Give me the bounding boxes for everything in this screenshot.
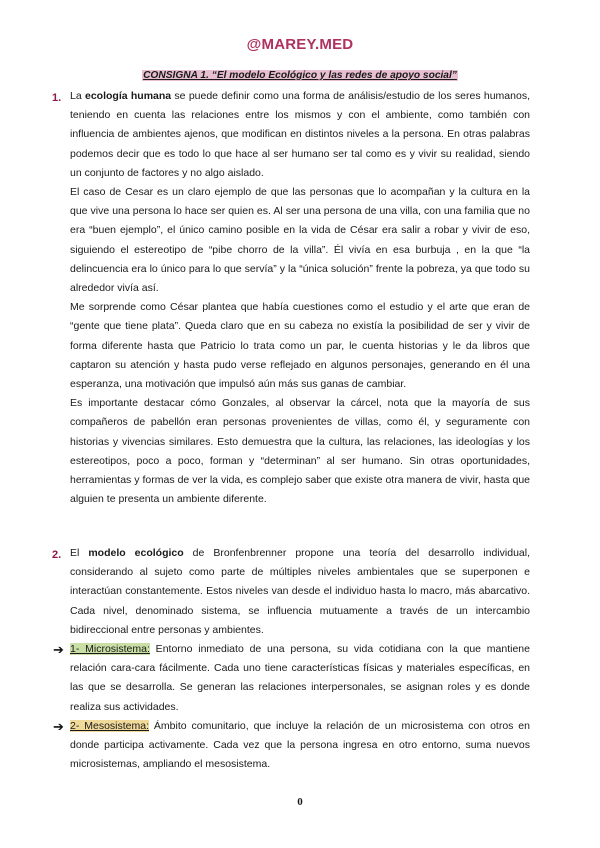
item-1-number: 1.	[52, 92, 62, 104]
mesosistema-title: 2- Mesosistema:	[70, 720, 150, 732]
bullet-microsistema	[70, 640, 530, 717]
page-number: 0	[297, 796, 303, 808]
term-ecologia-humana: ecología humana	[84, 90, 172, 102]
item-1-paragraph-3: Me sorprende como César plantea que había cuestiones como el estudio y el arte que eran de “gente que tiene plata”. Queda claro que en su cabeza no existía la posibilidad de ser y vivir de forma diferente hasta que Patricio lo trata como un par, le cuenta historias y le da libros que captaron su atención y hasta pudo verse reflejado en algunos personajes, generando en él una esperanza, una motivación que impulsó aún más sus ganas de cambiar.	[70, 301, 530, 391]
microsistema-title: 1- Microsistema:	[70, 643, 150, 655]
item-1-body	[70, 87, 530, 509]
item-1-paragraph-4: Es importante destacar cómo Gonzales, al observar la cárcel, nota que la mayoría de sus compañeros de pabellón eran personas provenientes de villas, como él, y seguramente con historias y vivencias similares. Esto demuestra que la cultura, las relaciones, las ideologías y los estereotipos, poco a poco, forman y “determinan” al ser humano. Sin otras oportunidades, herramientas y formas de ver la vida, es complejo saber que existe otra manera de vivir, hasta que alguien te presenta un ambiente diferente.	[70, 397, 530, 506]
bullet-mesosistema	[70, 717, 530, 775]
page-header-title: @MAREY.MED	[246, 36, 354, 53]
item-2-body	[70, 544, 530, 640]
mesosistema-text: Ámbito comunitario, que incluye la relación de un microsistema con otros en donde participa activamente. Cada vez que la persona ingresa en otro entorno, suma nuevos microsistemas, ampliando el mesosistema.	[70, 720, 530, 771]
term-modelo-ecologico: modelo ecológico	[88, 547, 184, 559]
item-2-paragraph-1: El modelo ecológico de Bronfenbrenner propone una teoría del desarrollo individual, considerando al sujeto como parte de múltiples niveles ambientales que se superponen e interactúan constantemente. Estos niveles van desde el individuo hasta lo macro, más abarcativo. Cada nivel, denominado sistema, se influencia mutuamente a través de un intercambio bidireccional entre personas y ambientes.	[70, 547, 531, 636]
item-2-number: 2.	[52, 549, 62, 561]
consigna-heading	[0, 70, 600, 81]
consigna-text: CONSIGNA 1. “El modelo Ecológico y las redes de apoyo social”	[143, 70, 457, 81]
arrow-bullet-icon: ➔	[53, 642, 64, 657]
item-1-paragraph-2: El caso de Cesar es un claro ejemplo de que las personas que lo acompañan y la cultura en la que vive una persona lo hace ser quien es. Al ser una persona de una villa, con una familia que no era “buen ejemplo”, el único camino posible en la vida de César era salir a robar y vivir de eso, siguiendo el estereotipo de “pibe chorro de la villa”. Él vivía en esa burbuja , en la que “la delincuencia era lo único para lo que servía” y la “única solución” frente la pobreza, ya que todo su alrededor vivía así.	[70, 186, 530, 295]
arrow-bullet-icon: ➔	[53, 719, 64, 734]
item-1-paragraph-1: La ecología humana se puede definir como una forma de análisis/estudio de los seres humanos, teniendo en cuenta las relaciones entre los mismos y con el ambiente, como también con influencia de ambientes ajenos, que modifican en distintos niveles a la persona. En otras palabras podemos decir que es todo lo que hace al ser humano ser tal como es y vivir su realidad, siendo un conjunto de factores y no algo aislado.	[70, 90, 530, 179]
microsistema-text: Entorno inmediato de una persona, su vida cotidiana con la que mantiene relación cara-cara fácilmente. Cada uno tiene características físicas y materiales específicas, en las que se desarrolla. Se generan las relaciones interpersonales, se asignan roles y es donde realiza sus actividades.	[70, 643, 530, 713]
